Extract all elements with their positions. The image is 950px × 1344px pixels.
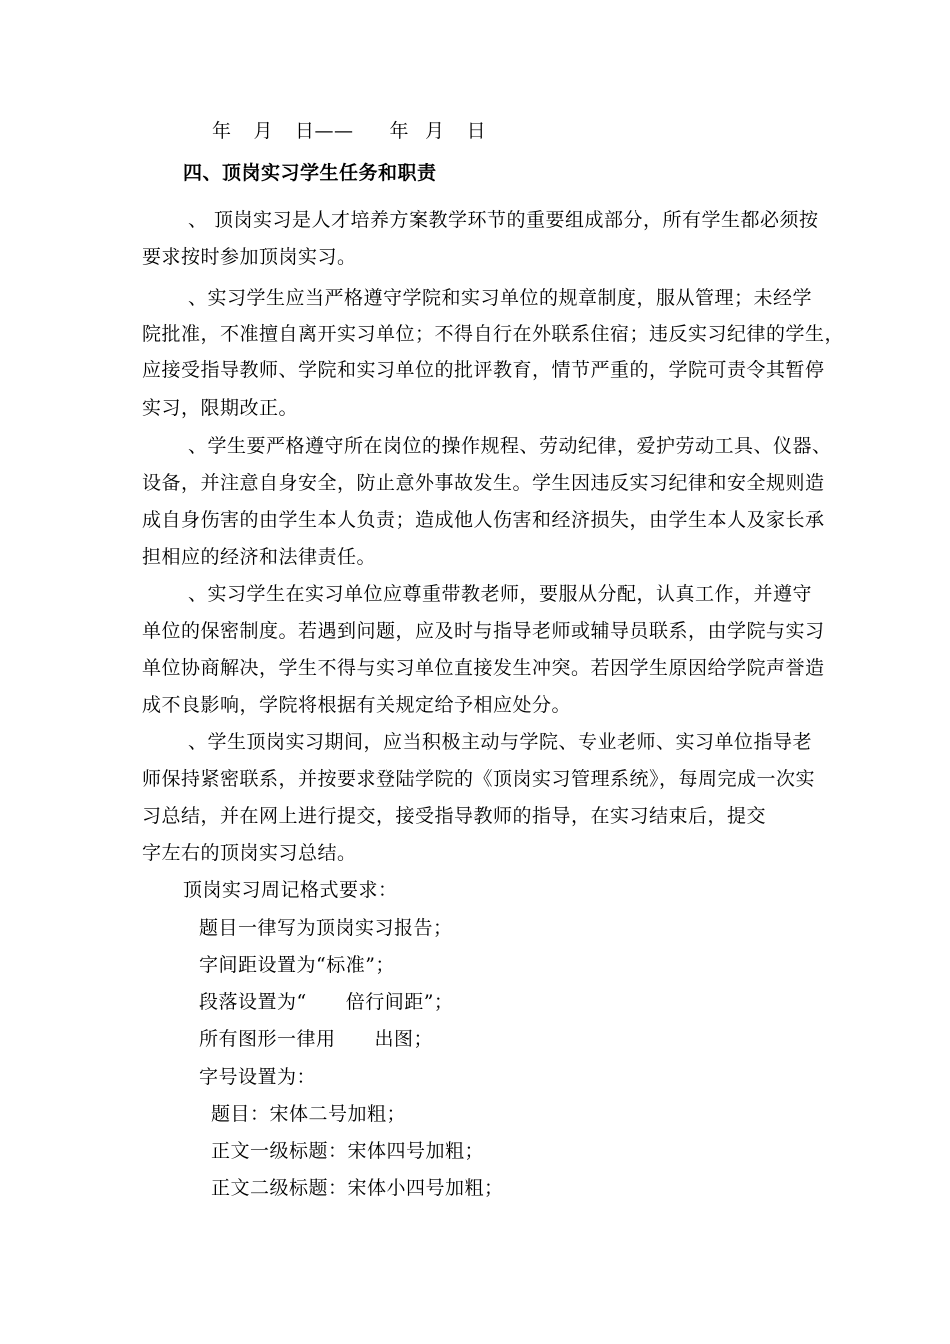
format-item: 题目一律写为顶岗实习报告； [199,917,453,939]
paragraph-4-line-3: 单位协商解决，学生不得与实习单位直接发生冲突。若因学生原因给学院声誉造 [142,657,825,679]
paragraph-5-line-4: 字左右的顶岗实习总结。 [142,842,357,864]
paragraph-3-line-2: 设备，并注意自身安全，防止意外事故发生。学生因违反实习纪律和安全规则造 [142,472,825,494]
format-title: 顶岗实习周记格式要求： [183,879,398,901]
paragraph-5-line-1: 、学生顶岗实习期间，应当积极主动与学院、专业老师、实习单位指导老 [188,731,813,753]
paragraph-4-line-1: 、实习学生在实习单位应尊重带教老师，要服从分配，认真工作，并遵守 [188,583,813,605]
paragraph-4-line-2: 单位的保密制度。若遇到问题，应及时与指导老师或辅导员联系，由学院与实习 [142,620,825,642]
paragraph-3-line-1: 、学生要严格遵守所在岗位的操作规程、劳动纪律，爱护劳动工具、仪器、 [188,435,832,457]
date-end-day: 日 [466,120,487,142]
paragraph-2-line-4: 实习，限期改正。 [142,397,299,419]
paragraph-1-line-2: 要求按时参加顶岗实习。 [142,246,357,268]
format-sub-item: 正文二级标题：宋体小四号加粗； [211,1177,504,1199]
format-sub-item: 正文一级标题：宋体四号加粗； [211,1140,485,1162]
date-start-day: 日—— [295,120,354,142]
paragraph-2-line-1: 、实习学生应当严格遵守学院和实习单位的规章制度，服从管理；未经学 [188,287,813,309]
paragraph-4-line-4: 成不良影响，学院将根据有关规定给予相应处分。 [142,694,572,716]
section-heading: 四、顶岗实习学生任务和职责 [183,162,437,184]
date-end-month: 月 [425,120,445,142]
format-item: 所有图形一律用 出图； [199,1028,434,1050]
format-item: 字间距设置为“标准”； [199,954,395,976]
paragraph-2-line-3: 应接受指导教师、学院和实习单位的批评教育，情节严重的，学院可责令其暂停 [142,359,825,381]
paragraph-5-line-3: 习总结，并在网上进行提交，接受指导教师的指导，在实习结束后，提交 [142,805,767,827]
date-start-year: 年 [212,120,232,142]
date-start-month: 月 [253,120,274,142]
paragraph-1-line-1: 、 顶岗实习是人才培养方案教学环节的重要组成部分，所有学生都必须按 [188,209,819,231]
format-sub-item: 题目：宋体二号加粗； [211,1103,407,1125]
paragraph-3-line-4: 担相应的经济和法律责任。 [142,546,377,568]
format-item: 段落设置为“ 倍行间距”； [199,991,454,1013]
format-item: 字号设置为： [199,1066,317,1088]
paragraph-5-line-2: 师保持紧密联系，并按要求登陆学院的《顶岗实习管理系统》，每周完成一次实 [142,768,816,790]
paragraph-3-line-3: 成自身伤害的由学生本人负责；造成他人伤害和经济损失，由学生本人及家长承 [142,509,825,531]
date-range-line [212,117,486,145]
date-end-year: 年 [389,120,410,142]
paragraph-2-line-2: 院批准，不准擅自离开实习单位；不得自行在外联系住宿；违反实习纪律的学生， [142,323,845,345]
